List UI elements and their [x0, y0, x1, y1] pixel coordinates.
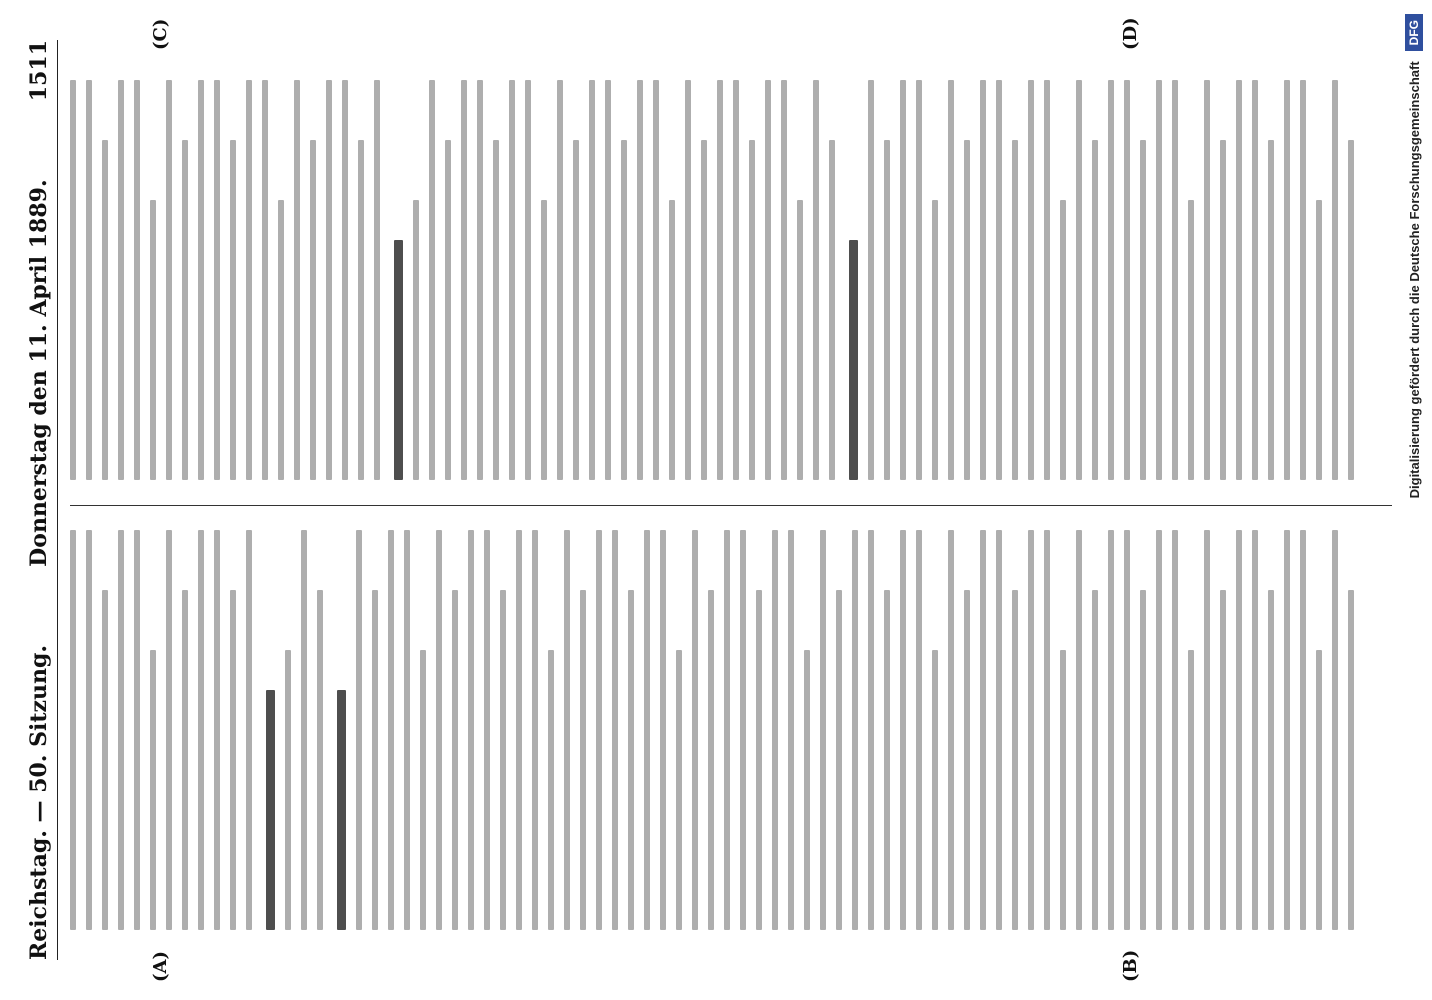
- page-header: [22, 40, 52, 960]
- text-line: [1124, 80, 1130, 480]
- text-line: [653, 80, 659, 480]
- text-line: [1332, 80, 1338, 480]
- text-line: [916, 80, 922, 480]
- text-line: [461, 80, 467, 480]
- text-line: [868, 530, 874, 930]
- text-line: [1268, 590, 1274, 930]
- text-line: [1236, 530, 1242, 930]
- text-line: [134, 530, 140, 930]
- text-line: [644, 530, 650, 930]
- text-line: [605, 80, 611, 480]
- section-heading-line: [337, 690, 346, 930]
- text-line: [477, 80, 483, 480]
- text-line: [868, 80, 874, 480]
- text-line: [781, 80, 787, 480]
- text-line: [1268, 140, 1274, 480]
- text-line: [452, 590, 458, 930]
- section-heading-line: [394, 240, 403, 480]
- text-line: [310, 140, 316, 480]
- text-line: [804, 650, 810, 930]
- text-line: [118, 80, 124, 480]
- text-line: [685, 80, 691, 480]
- header-center: Donnerstag den 11. April 1889.: [26, 179, 52, 567]
- text-line: [813, 80, 819, 480]
- text-line: [358, 140, 364, 480]
- text-line: [596, 530, 602, 930]
- text-line: [429, 80, 435, 480]
- text-line: [996, 530, 1002, 930]
- text-line: [701, 140, 707, 480]
- text-line: [1076, 530, 1082, 930]
- text-line: [1332, 530, 1338, 930]
- text-column-right: [70, 80, 1392, 480]
- text-line: [589, 80, 595, 480]
- text-line: [628, 590, 634, 930]
- text-line: [765, 80, 771, 480]
- text-line: [86, 80, 92, 480]
- text-line: [733, 80, 739, 480]
- text-line: [612, 530, 618, 930]
- text-line: [932, 650, 938, 930]
- text-line: [1204, 530, 1210, 930]
- text-line: [214, 80, 220, 480]
- text-line: [1092, 140, 1098, 480]
- text-line: [692, 530, 698, 930]
- text-line: [134, 80, 140, 480]
- text-line: [1348, 590, 1354, 930]
- text-line: [1044, 80, 1050, 480]
- text-line: [1284, 80, 1290, 480]
- text-column-left: [70, 530, 1392, 930]
- margin-letter-b: (B): [1120, 949, 1141, 982]
- text-line: [301, 530, 307, 930]
- text-line: [621, 140, 627, 480]
- text-line: [182, 140, 188, 480]
- text-line: [166, 530, 172, 930]
- text-line: [788, 530, 794, 930]
- text-line: [278, 200, 284, 480]
- text-line: [214, 530, 220, 930]
- text-line: [1092, 590, 1098, 930]
- text-line: [1220, 140, 1226, 480]
- text-line: [1220, 590, 1226, 930]
- text-line: [166, 80, 172, 480]
- text-line: [1156, 530, 1162, 930]
- text-line: [285, 650, 291, 930]
- page-number: 1511: [26, 40, 52, 102]
- text-line: [516, 530, 522, 930]
- text-line: [564, 530, 570, 930]
- text-line: [836, 590, 842, 930]
- margin-letter-d: (D): [1120, 17, 1141, 50]
- text-line: [372, 590, 378, 930]
- text-line: [374, 80, 380, 480]
- text-line: [852, 530, 858, 930]
- text-line: [932, 200, 938, 480]
- header-rule: [57, 40, 58, 960]
- text-line: [413, 200, 419, 480]
- text-line: [230, 590, 236, 930]
- text-line: [1108, 80, 1114, 480]
- text-line: [724, 530, 730, 930]
- text-line: [150, 200, 156, 480]
- text-line: [532, 530, 538, 930]
- text-line: [1284, 530, 1290, 930]
- text-line: [86, 530, 92, 930]
- text-line: [980, 80, 986, 480]
- text-line: [1012, 590, 1018, 930]
- text-line: [660, 530, 666, 930]
- text-line: [262, 80, 268, 480]
- text-line: [1140, 140, 1146, 480]
- text-line: [198, 530, 204, 930]
- text-line: [964, 140, 970, 480]
- text-line: [829, 140, 835, 480]
- text-line: [884, 590, 890, 930]
- section-heading-line: [849, 240, 858, 480]
- text-line: [916, 530, 922, 930]
- text-line: [1188, 200, 1194, 480]
- dfg-logo: DFG: [1405, 14, 1423, 51]
- text-line: [150, 650, 156, 930]
- text-line: [772, 530, 778, 930]
- text-line: [1236, 80, 1242, 480]
- text-line: [1076, 80, 1082, 480]
- text-line: [182, 590, 188, 930]
- text-line: [342, 80, 348, 480]
- text-line: [964, 590, 970, 930]
- text-line: [557, 80, 563, 480]
- text-line: [1300, 530, 1306, 930]
- text-line: [1060, 650, 1066, 930]
- text-line: [1204, 80, 1210, 480]
- text-line: [1348, 140, 1354, 480]
- text-line: [1044, 530, 1050, 930]
- text-line: [820, 530, 826, 930]
- text-line: [1188, 650, 1194, 930]
- digitization-credit: Digitalisierung gefördert durch die Deutsche Forschungsgemeinschaft: [1406, 61, 1422, 499]
- text-line: [548, 650, 554, 930]
- text-line: [708, 590, 714, 930]
- text-line: [468, 530, 474, 930]
- text-line: [1172, 80, 1178, 480]
- text-line: [356, 530, 362, 930]
- text-line: [1028, 80, 1034, 480]
- text-line: [500, 590, 506, 930]
- text-line: [756, 590, 762, 930]
- text-line: [1300, 80, 1306, 480]
- text-line: [102, 590, 108, 930]
- header-left: Reichstag. — 50. Sitzung.: [26, 644, 52, 960]
- text-line: [484, 530, 490, 930]
- text-line: [317, 590, 323, 930]
- text-line: [246, 80, 252, 480]
- text-line: [749, 140, 755, 480]
- margin-letter-a: (A): [150, 951, 171, 982]
- text-line: [541, 200, 547, 480]
- column-divider: [70, 505, 1392, 506]
- text-line: [573, 140, 579, 480]
- text-line: [326, 80, 332, 480]
- text-line: [70, 530, 76, 930]
- text-line: [900, 80, 906, 480]
- section-heading-line: [266, 690, 275, 930]
- text-line: [198, 80, 204, 480]
- text-line: [388, 530, 394, 930]
- text-line: [884, 140, 890, 480]
- text-line: [948, 530, 954, 930]
- text-line: [900, 530, 906, 930]
- text-line: [1252, 80, 1258, 480]
- text-line: [525, 80, 531, 480]
- text-line: [980, 530, 986, 930]
- text-line: [1316, 650, 1322, 930]
- text-line: [669, 200, 675, 480]
- text-line: [1060, 200, 1066, 480]
- text-line: [246, 530, 252, 930]
- text-line: [493, 140, 499, 480]
- text-line: [797, 200, 803, 480]
- text-line: [1108, 530, 1114, 930]
- text-line: [1156, 80, 1162, 480]
- text-line: [1172, 530, 1178, 930]
- text-line: [118, 530, 124, 930]
- text-line: [230, 140, 236, 480]
- digitization-credit-strip: [1396, 0, 1432, 1000]
- text-line: [509, 80, 515, 480]
- text-line: [948, 80, 954, 480]
- text-line: [1140, 590, 1146, 930]
- text-line: [1012, 140, 1018, 480]
- text-line: [404, 530, 410, 930]
- text-line: [1028, 530, 1034, 930]
- text-line: [637, 80, 643, 480]
- text-line: [436, 530, 442, 930]
- text-line: [420, 650, 426, 930]
- text-line: [580, 590, 586, 930]
- text-line: [1124, 530, 1130, 930]
- text-line: [676, 650, 682, 930]
- text-line: [294, 80, 300, 480]
- text-line: [70, 80, 76, 480]
- text-line: [996, 80, 1002, 480]
- text-line: [102, 140, 108, 480]
- text-line: [740, 530, 746, 930]
- text-line: [1316, 200, 1322, 480]
- text-line: [445, 140, 451, 480]
- text-line: [1252, 530, 1258, 930]
- margin-letter-c: (C): [150, 18, 171, 50]
- text-line: [717, 80, 723, 480]
